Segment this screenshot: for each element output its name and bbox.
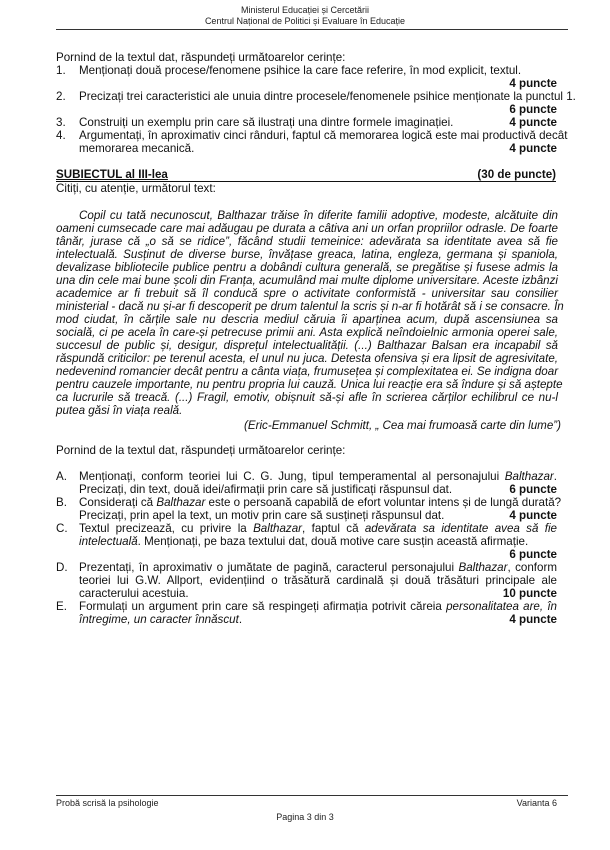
item-number: 2. <box>56 90 66 103</box>
task-text-part: . <box>238 613 243 626</box>
task-letter: D. <box>56 561 68 574</box>
task-points: 4 puncte <box>509 613 557 626</box>
section3-title <box>56 168 556 182</box>
task-text-part: este o persoană capabilă de efort voluntar intens și de lungă durată? <box>205 496 562 509</box>
task-letter: A. <box>56 470 67 483</box>
task-text-part: , faptul că <box>302 522 365 535</box>
item-points: 4 puncte <box>509 142 557 155</box>
task-text <box>79 522 557 535</box>
task-text-italic: adevărata sa identitate avea să fie <box>364 522 557 535</box>
passage-line: putea găsi în viața reală. <box>56 404 183 417</box>
header-rule <box>56 29 568 30</box>
item-text: memorarea mecanică. <box>79 142 195 155</box>
item-text: Precizați trei caracteristici ale unuia dintre procesele/fenomenele psihice menționate la punctul 1. <box>79 90 576 103</box>
task-text <box>79 496 562 509</box>
passage-line: socială, ci pe acela în care-și petrecuse primii ani. Asta explică neîndoielnic armonia operei sale, <box>56 326 558 339</box>
passage-line: una din cele mai bune școli din Franța, acumulând mai multe diplome universitare. Aceste izbânzi <box>56 274 558 287</box>
passage-line: ministerial - dacă nu și-ar fi descoperit pe drum talentul la scris și n-ar fi hotărât să i se consacre. În <box>56 300 564 313</box>
passage-line: Copil cu tată necunoscut, Balthazar trăise în diferite familii adoptive, modeste, alcătuite din <box>79 209 558 222</box>
task-text: Precizați, prin apel la text, un motiv prin care să susțineți răspunsul dat. <box>79 509 445 522</box>
footer-page-number: Pagina 3 din 3 <box>276 812 334 822</box>
item-points: 4 puncte <box>509 116 557 129</box>
task-letter: B. <box>56 496 67 509</box>
passage-line: pentru cauzele importante, nu pentru propria lui cauză. Unica lui reacție era să îndure și să aștepte <box>56 378 563 391</box>
section3-instruction: Citiți, cu atenție, următorul text: <box>56 182 216 195</box>
task-text: teoriei lui G.W. Allport, evidențiind o trăsătură cardinală și două trăsături principale ale <box>79 574 557 587</box>
passage-line: academice ar fi trebuit să îl conducă spre o activitate conformistă - universitar sau consilier <box>56 287 558 300</box>
passage-line: mod ciudat, în cărțile sale nu descria mediul căruia îi aparținea acum, după ascensiunea sa <box>56 313 558 326</box>
task-text-italic: Balthazar <box>253 522 303 535</box>
passage-line: ca lucrurile să treacă. (...) Fragil, emotiv, obișnuit să-și afle în scrierea cărților echilibrul ce nu-l <box>56 391 558 404</box>
item-number: 4. <box>56 129 66 142</box>
task-text-italic: Balthazar <box>504 470 554 483</box>
footer-rule <box>56 795 568 796</box>
task-text-italic: personalitatea are, în <box>446 600 557 613</box>
section3-points: (30 de puncte) <box>477 168 556 181</box>
section3-title-text: SUBIECTUL al III-lea <box>56 168 168 181</box>
task-text-part: Menționați, conform teoriei lui C. G. Jung, tipul temperamental al personajului <box>79 470 505 483</box>
task-text-part: Textul precizează, cu privire la <box>79 522 254 535</box>
task-text-part: . Menționați, pe baza textului dat, două motive care susțin această afirmație. <box>137 535 529 548</box>
task-text <box>79 535 557 548</box>
task-text-italic: Balthazar <box>458 561 508 574</box>
task-text-italic: intelectuală <box>79 535 138 548</box>
item-number: 3. <box>56 116 66 129</box>
passage-source: (Eric-Emmanuel Schmitt, „ Cea mai frumoasă carte din lume”) <box>244 419 561 432</box>
passage-line: succesul de public și, desigur, disprețul intelectualității. (...) Balthazar Balsan era incapabil să <box>56 339 558 352</box>
task-text-part: Prezentați, în aproximativ o jumătate de pagină, caracterul personajului <box>79 561 459 574</box>
task-text <box>79 613 557 626</box>
footer-variant: Varianta 6 <box>516 798 557 808</box>
item-points: 4 puncte <box>509 77 557 90</box>
task-text: caracterului acestuia. <box>79 587 189 600</box>
item-text: Menționați două procese/fenomene psihice la care face referire, în mod explicit, textul. <box>79 64 522 77</box>
section2-intro: Pornind de la textul dat, răspundeți următoarelor cerințe: <box>56 51 346 64</box>
task-points: 4 puncte <box>509 509 557 522</box>
task-letter: C. <box>56 522 68 535</box>
task-points: 6 puncte <box>509 548 557 561</box>
passage-line: intelectuală. Susținut de diverse burse, învățase greaca, latina, engleza, germana și spaniola, <box>56 248 558 261</box>
item-text: Argumentați, în aproximativ cinci rânduri, faptul că memorarea logică este mai productivă decât <box>79 129 568 142</box>
task-text-part: Formulați un argument prin care să respingeți afirmația potrivit căreia <box>79 600 447 613</box>
task-text <box>79 600 557 613</box>
passage-line: răspundă criticilor: pe terenul acesta, el unul nu juca. Detesta ofensiva și era lipsit de agresivitate, <box>56 352 558 365</box>
item-number: 1. <box>56 64 66 77</box>
task-letter: E. <box>56 600 67 613</box>
item-text: Construiți un exemplu prin care să ilustrați una dintre formele imaginației. <box>79 116 454 129</box>
passage-line: tânăr, jurase că „o să se ridice”, făcând studii temeinice: adevărata sa identitate avea să fie <box>56 235 558 248</box>
task-text <box>79 470 557 483</box>
passage-line: oameni cumsecade care mai adăugau pe durata a câtiva ani un orfan propriilor odrasle. De foarte <box>56 222 558 235</box>
task-text-part: , conform <box>507 561 557 574</box>
footer-exam-name: Probă scrisă la psihologie <box>56 798 159 808</box>
section3-intro: Pornind de la textul dat, răspundeți următoarelor cerințe: <box>56 444 346 457</box>
passage-line: devalizase bibliotecile publice pentru a dobândi cultura generală, se pregătise și fusese admis la <box>56 261 558 274</box>
task-text-italic: întregime, un caracter înnăscut <box>79 613 239 626</box>
task-text-italic: Balthazar <box>156 496 206 509</box>
task-points: 6 puncte <box>509 483 557 496</box>
task-text: Precizați, din text, două idei/afirmații prin care să justificați răspunsul dat. <box>79 483 453 496</box>
task-text-part: Considerați că <box>79 496 157 509</box>
header-ministry: Ministerul Educației și Cercetării <box>240 5 370 15</box>
item-points: 6 puncte <box>509 103 557 116</box>
task-text <box>79 561 557 574</box>
passage-line: nedevenind romancier decât pentru a cânta viața, frumusețea și complexitatea ei. Se indigna doar <box>56 365 559 378</box>
task-points: 10 puncte <box>502 587 557 600</box>
task-text-part: . <box>553 470 557 483</box>
header-center: Centrul Național de Politici și Evaluare în Educație <box>204 16 406 26</box>
